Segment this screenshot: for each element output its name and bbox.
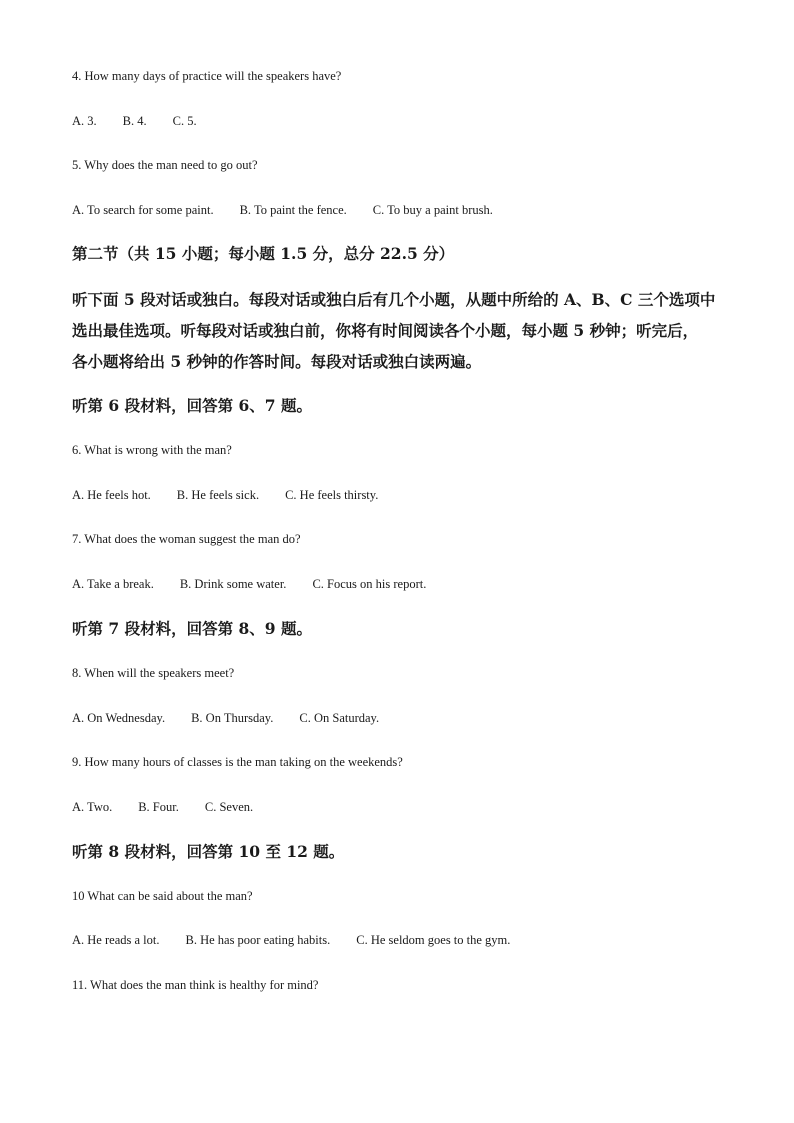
material-6-heading: 听第 6 段材料，回答第 6、7 题。 (72, 396, 312, 415)
option-c: C. Focus on his report. (312, 577, 427, 591)
question-4: 4. How many days of practice will the speakers have? (72, 69, 342, 83)
option-c: C. To buy a paint brush. (372, 203, 493, 217)
question-7: 7. What does the woman suggest the man do? (72, 532, 301, 546)
option-b: B. Drink some water. (179, 577, 287, 591)
option-c: C. On Saturday. (299, 711, 380, 725)
question-10: 10 What can be said about the man? (72, 889, 253, 903)
option-a: A. 3. (72, 114, 97, 128)
option-a: A. Take a break. (72, 577, 154, 591)
option-b: B. 4. (122, 114, 147, 128)
option-b: B. He has poor eating habits. (185, 933, 331, 947)
instruction-line: 选出最佳选项。听每段对话或独白前，你将有时间阅读各个小题，每小题 5 秒钟；听完后， (72, 321, 699, 340)
option-a: A. To search for some paint. (72, 203, 214, 217)
question-8-options (72, 710, 379, 726)
option-b: B. To paint the fence. (239, 203, 347, 217)
section-instructions (72, 284, 724, 377)
question-8: 8. When will the speakers meet? (72, 666, 235, 680)
option-b: B. Four. (138, 800, 179, 814)
question-6-options (72, 487, 378, 503)
section-title: 第二节（共 15 小题；每小题 1.5 分，总分 22.5 分） (72, 244, 455, 263)
material-7-heading: 听第 7 段材料，回答第 8、9 题。 (72, 619, 312, 638)
question-10-options (72, 932, 510, 948)
option-a: A. He feels hot. (72, 488, 151, 502)
option-c: C. Seven. (204, 800, 254, 814)
option-c: C. He feels thirsty. (285, 488, 379, 502)
question-5-options (72, 202, 493, 218)
material-8-heading: 听第 8 段材料，回答第 10 至 12 题。 (72, 842, 345, 861)
option-b: B. On Thursday. (191, 711, 274, 725)
instruction-line: 各小题将给出 5 秒钟的作答时间。每段对话或独白读两遍。 (72, 352, 482, 371)
question-9-options (72, 799, 253, 815)
question-11: 11. What does the man think is healthy for mind? (72, 978, 319, 992)
option-c: C. He seldom goes to the gym. (356, 933, 511, 947)
question-4-options (72, 113, 197, 129)
option-a: A. Two. (72, 800, 113, 814)
question-6: 6. What is wrong with the man? (72, 443, 232, 457)
question-5: 5. Why does the man need to go out? (72, 158, 258, 172)
option-a: A. He reads a lot. (72, 933, 160, 947)
option-a: A. On Wednesday. (72, 711, 166, 725)
instruction-line: 听下面 5 段对话或独白。每段对话或独白后有几个小题，从题中所给的 A、B、C 三个选项中 (72, 290, 716, 309)
option-b: B. He feels sick. (176, 488, 260, 502)
question-7-options (72, 576, 426, 592)
option-c: C. 5. (172, 114, 197, 128)
question-9: 9. How many hours of classes is the man taking on the weekends? (72, 755, 403, 769)
